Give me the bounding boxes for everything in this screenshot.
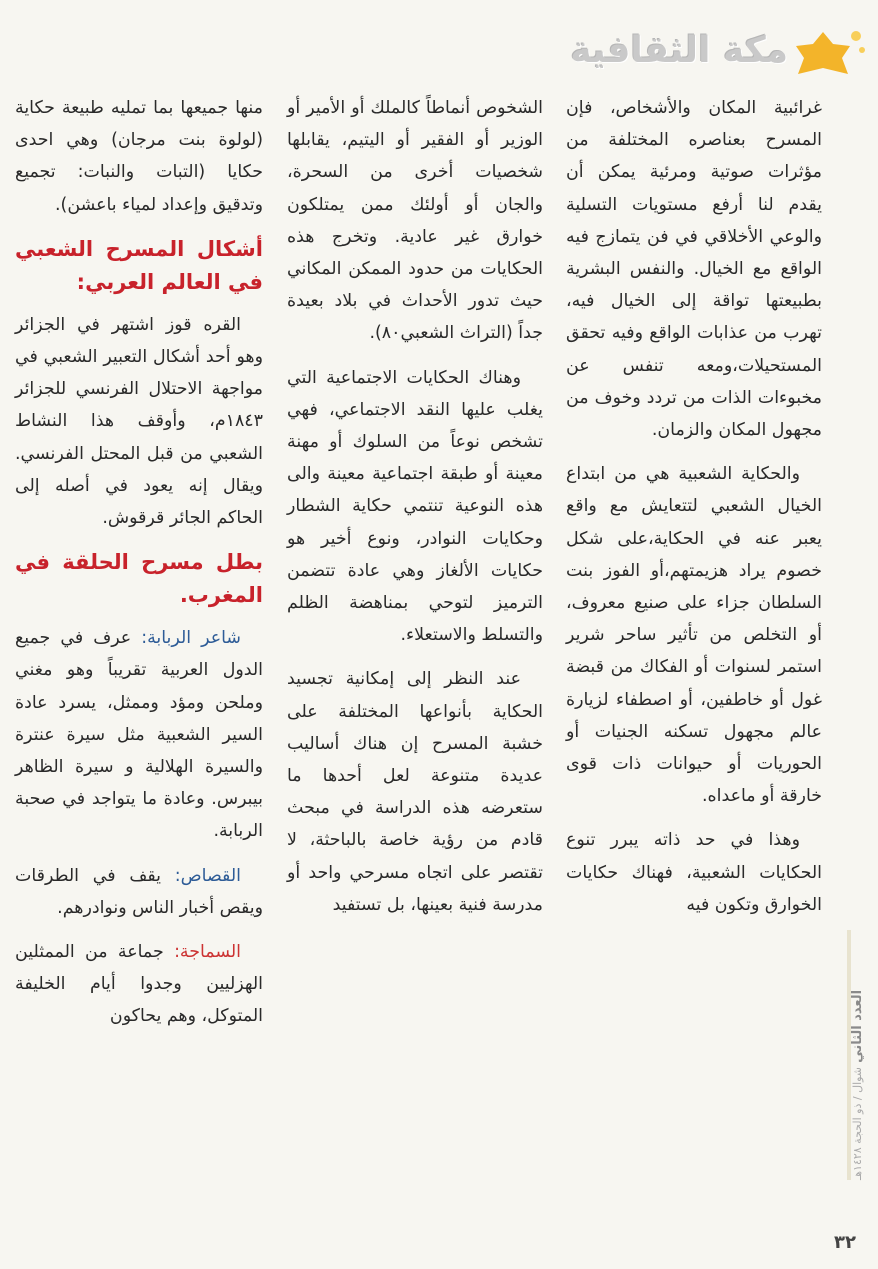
paragraph: عند النظر إلى إمكانية تجسيد الحكاية بأنواعها المختلفة على خشبة المسرح إن هناك أساليب عديدة متنوعة لعل أحدها ما ستعرضه هذه الدراسة في مبحث قادم من رؤية خاصة بالباحثة، لا تقتصر على اتجاه مسرحي واحد أو مدرسة فنية بعينها، بل تستفيد — [287, 669, 543, 915]
star-ornament-icon — [778, 26, 868, 86]
issue-name: العدد الثاني — [850, 989, 865, 1063]
paragraph: القره قوز اشتهر في الجزائر وهو أحد أشكال التعبير الشعبي في مواجهة الاحتلال الفرنسي للجزائر ١٨٤٣م، وأوقف هذا النشاط الشعبي من قبل المحتل الفرنسي. ويقال إنه يعود في أصله إلى الحاكم الجائر قرقوش. — [15, 314, 263, 529]
section-heading: أشكال المسرح الشعبي في العالم العربي: — [15, 236, 263, 294]
term-paragraph — [15, 622, 263, 847]
term-text: جماعة من الممثلين الهزليين وجدوا أيام الخليفة المتوكل، وهم يحاكون — [15, 942, 263, 1027]
term-text: عرف في جميع الدول العربية تقريباً وهو مغني وملحن ومؤد وممثل، يسرد عادة السير الشعبية مثل سيرة عنترة والسيرة الهلالية و سيرة الظاهر بيبرس. وعادة ما يتواجد في صحبة الربابة. — [15, 628, 263, 842]
term-paragraph — [15, 860, 263, 924]
magazine-title: مكة الثقافية — [570, 30, 788, 71]
column-right — [566, 92, 822, 933]
section-heading: بطل مسرح الحلقة في المغرب. — [15, 550, 263, 608]
paragraph: الشخوص أنماطاً كالملك أو الأمير أو الوزير أو الفقير أو اليتيم، يقابلها شخصيات أخرى من السحرة، والجان أو أولئك ممن يمتلكون خوارق غير عادية. وتخرج هذه الحكايات من حدود الممكن المكاني حيث تدور الأحداث في بلاد بعيدة جداً (التراث الشعبي٨٠). — [287, 98, 543, 344]
page-number: ٣٢ — [834, 1232, 856, 1253]
term-label: شاعر الربابة: — [141, 628, 242, 649]
issue-date: شوال / ذو الحجة ١٤٢٨هـ — [851, 1066, 864, 1180]
paragraph: والحكاية الشعبية هي من ابتداع الخيال الشعبي لتتعايش مع واقع يعبر عنه في الحكاية،على شكل خصوم يراد هزيمتهم،أو الفوز بنت السلطان جزاء على صنيع معروف، أو التخلص من تأثير ساحر شرير استمر لسنوات أو الفكاك من قبضة غول أو خاطفين، أو اصطفاء لزيارة عالم مجهول تسكنه الجنيات أو الحوريات أو حيوانات ذات قوى خارقة أو ماعداه. — [566, 464, 822, 807]
paragraph: غرائبية المكان والأشخاص، فإن المسرح بعناصره المختلفة من مؤثرات صوتية ومرئية يمكن أن يقدم لنا أرفع مستويات التسلية والوعي الأخلاقي في فن يتمازج فيه الواقع مع الخيال. والنفس البشرية بطبيعتها تواقة إلى الخيال فيه، تهرب من عذابات الواقع وفيه تحقق المستحيلات،ومعه تنفس عن مخبوءات الذات من تردد وخوف من مجهول المكان والزمان. — [566, 98, 822, 441]
paragraph: وهناك الحكايات الاجتماعية التي يغلب عليها النقد الاجتماعي، فهي تشخص نوعاً من السلوك أو مهنة معينة أو طبقة اجتماعية معينة والى هذه النوعية تنتمي حكاية الشطار وحكايات النوادر، ونوع أخير هو حكايات الألغاز وهي عادة تتضمن الترميز لتوحي بمناهضة الظلم والتسلط والاستعلاء. — [287, 367, 543, 646]
issue-label — [850, 990, 865, 1180]
column-left — [15, 92, 263, 1045]
column-middle — [287, 92, 543, 933]
term-text: يقف في الطرقات ويقص أخبار الناس ونوادرهم. — [15, 865, 263, 918]
masthead — [534, 26, 864, 82]
paragraph: منها جميعها بما تمليه طبيعة حكاية (لولوة بنت مرجان) وهي احدى حكايا (التبات والنبات: تجميع وتدقيق وإعداد لمياء باعشن). — [15, 98, 263, 215]
term-paragraph — [15, 936, 263, 1033]
paragraph: وهذا في حد ذاته يبرر تنوع الحكايات الشعبية، فهناك حكايات الخوارق وتكون فيه — [566, 830, 822, 915]
term-label: القصاص: — [174, 865, 241, 886]
term-label: السماجة: — [174, 942, 241, 963]
